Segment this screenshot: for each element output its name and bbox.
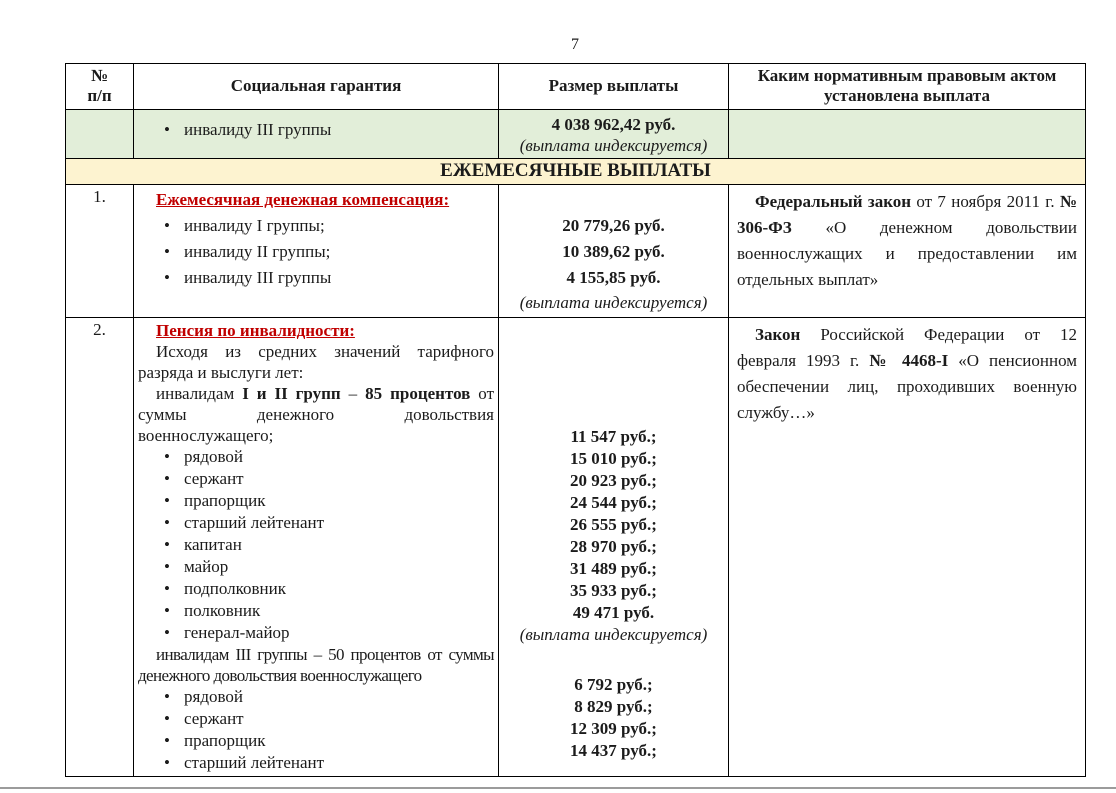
carryover-legal-cell bbox=[729, 109, 1086, 158]
legal-act-name: Федеральный закон bbox=[755, 191, 912, 211]
legal-text-fragment: «О пенсионном обеспечении лиц, проходивших военную службу…» bbox=[737, 350, 1077, 422]
legal-text-fragment: от 7 ноября 2011 г. bbox=[911, 191, 1060, 211]
carryover-bullet-item: • инвалиду III группы bbox=[138, 112, 494, 142]
amount-value: 14 437 руб.; bbox=[570, 740, 657, 760]
row1-bullet-list bbox=[138, 213, 494, 291]
amount-value: 35 933 руб.; bbox=[570, 580, 657, 600]
row2-title: Пенсия по инвалидности: bbox=[156, 320, 355, 340]
legal-act-number: № 4468-I bbox=[869, 350, 949, 370]
row1-number: 1. bbox=[66, 184, 134, 317]
row1-legal-text bbox=[733, 187, 1081, 293]
row1-title: Ежемесячная денежная компенсация: bbox=[156, 189, 450, 209]
carryover-num-cell bbox=[66, 109, 134, 158]
list-item: • сержант bbox=[138, 468, 494, 490]
paragraph-fragment: инвалидам bbox=[156, 383, 243, 403]
indexation-note: (выплата индексируется) bbox=[519, 292, 708, 312]
amount-value: 20 779,26 руб. bbox=[562, 215, 665, 235]
list-item: • старший лейтенант bbox=[138, 512, 494, 534]
amount-value: 26 555 руб.; bbox=[570, 514, 657, 534]
page-number: 7 bbox=[571, 36, 579, 53]
list-item: • прапорщик bbox=[138, 730, 494, 752]
list-item: • прапорщик bbox=[138, 490, 494, 512]
header-guarantee: Социальная гарантия bbox=[134, 64, 499, 110]
list-item: • полковник bbox=[138, 600, 494, 622]
carryover-amount: 4 038 962,42 руб. bbox=[551, 114, 676, 134]
list-item: • инвалиду II группы; bbox=[138, 239, 494, 265]
header-amount: Размер выплаты bbox=[499, 64, 729, 110]
amount-value: 4 155,85 руб. bbox=[566, 267, 661, 287]
amount-value: 24 544 руб.; bbox=[570, 492, 657, 512]
amount-value: 10 389,62 руб. bbox=[562, 241, 665, 261]
carryover-guarantee-cell bbox=[134, 109, 499, 158]
legal-text-fragment: «О денежном довольствии военнослужащих и предоставлении им отдельных выплат» bbox=[737, 217, 1077, 289]
amount-value: 28 970 руб.; bbox=[570, 536, 657, 556]
header-legal: Каким нормативным правовым актом установлена выплата bbox=[729, 64, 1086, 110]
row2-paragraph-3: инвалидам III группы – 50 процентов от суммы денежного довольствия военнослужащего bbox=[138, 644, 494, 685]
table-row-1 bbox=[66, 184, 1086, 317]
paragraph-bold-fragment: 85 процентов bbox=[365, 383, 471, 403]
section-banner: ЕЖЕМЕСЯЧНЫЕ ВЫПЛАТЫ bbox=[66, 158, 1086, 184]
row2-paragraph-2 bbox=[138, 383, 494, 446]
list-item: • майор bbox=[138, 556, 494, 578]
page-bottom-divider bbox=[0, 787, 1116, 789]
row1-legal-cell bbox=[729, 184, 1086, 317]
list-item: • инвалиду III группы bbox=[138, 265, 494, 291]
row1-guarantee-cell bbox=[134, 184, 499, 317]
amount-value: 31 489 руб.; bbox=[570, 558, 657, 578]
header-num-line2: п/п bbox=[87, 86, 112, 106]
row2-guarantee-cell bbox=[134, 317, 499, 776]
table-header-row bbox=[66, 64, 1086, 110]
header-num bbox=[66, 64, 134, 110]
list-item: • капитан bbox=[138, 534, 494, 556]
row2-amount-cell bbox=[499, 317, 729, 776]
list-item: • старший лейтенант bbox=[138, 752, 494, 774]
legal-act-name: Закон bbox=[755, 324, 801, 344]
list-item: • сержант bbox=[138, 708, 494, 730]
carryover-row bbox=[66, 109, 1086, 158]
list-item: • рядовой bbox=[138, 446, 494, 468]
amount-value: 49 471 руб. bbox=[572, 602, 655, 622]
table-row-2 bbox=[66, 317, 1086, 776]
row2-amounts-group-2 bbox=[503, 674, 724, 762]
row2-legal-text bbox=[733, 320, 1081, 426]
list-item: • рядовой bbox=[138, 686, 494, 708]
row2-rank-list-2 bbox=[138, 686, 494, 774]
paragraph-fragment: – bbox=[340, 383, 366, 403]
row2-legal-cell bbox=[729, 317, 1086, 776]
row2-amounts bbox=[503, 320, 724, 762]
list-item: • инвалиду I группы; bbox=[138, 213, 494, 239]
amount-value: 15 010 руб.; bbox=[570, 448, 657, 468]
amount-value: 12 309 руб.; bbox=[570, 718, 657, 738]
amount-value: 8 829 руб.; bbox=[574, 696, 653, 716]
row1-amount-cell bbox=[499, 184, 729, 317]
row2-paragraph-1: Исходя из средних значений тарифного разряда и выслуги лет: bbox=[138, 341, 494, 382]
row1-amounts bbox=[503, 187, 724, 315]
indexation-note: (выплата индексируется) bbox=[519, 624, 708, 644]
paragraph-fragment: от суммы денежного довольствия военнослужащего; bbox=[138, 383, 494, 445]
list-item: • генерал-майор bbox=[138, 622, 494, 644]
list-item: • подполковник bbox=[138, 578, 494, 600]
carryover-amount-cell bbox=[499, 109, 729, 158]
row2-rank-list-1 bbox=[138, 446, 494, 644]
row2-number: 2. bbox=[66, 317, 134, 776]
legal-act-number: № 306-ФЗ bbox=[737, 191, 1077, 237]
amount-value: 20 923 руб.; bbox=[570, 470, 657, 490]
amount-value: 11 547 руб.; bbox=[570, 426, 657, 446]
legal-text-fragment: Российской Федерации от 12 февраля 1993 г. bbox=[737, 324, 1077, 370]
paragraph-bold-fragment: I и II групп bbox=[242, 383, 341, 403]
header-num-line1: № bbox=[90, 66, 109, 85]
amount-value: 6 792 руб.; bbox=[574, 674, 653, 694]
carryover-indexation-note: (выплата индексируется) bbox=[519, 135, 708, 155]
benefits-table bbox=[65, 63, 1086, 777]
section-banner-row bbox=[66, 158, 1086, 184]
